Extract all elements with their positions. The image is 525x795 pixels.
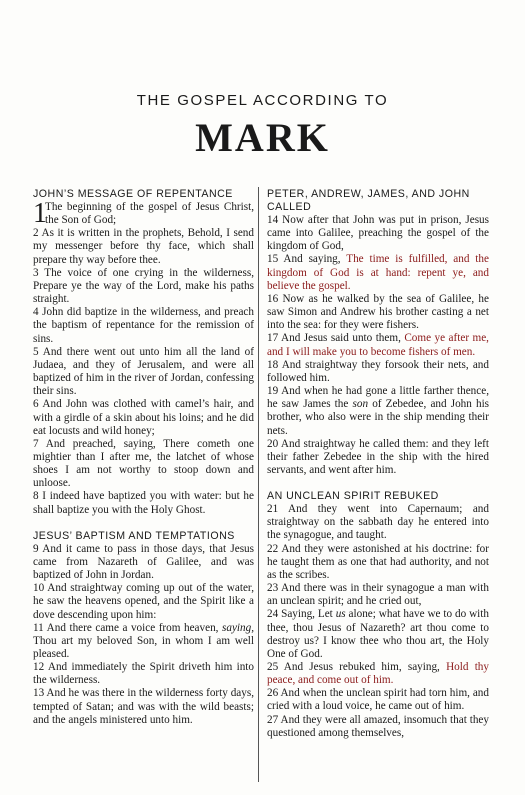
verse-text: The beginning of the gospel of Jesus Christ, the Son of God; [45, 201, 254, 227]
red-letter-text: The time is fulfilled, and the kingdom of God is at hand: repent ye, and believe the gospel. [267, 253, 489, 292]
red-letter-text: Hold thy peace, and come out of him. [267, 661, 489, 687]
italic-word: son [352, 398, 369, 411]
verse-21: 21 And they went into Capernaum; and straightway on the sabbath day he entered into the synagogue, and taught. [267, 503, 489, 542]
verse-5: 5 And there went out unto him all the land of Judaea, and they of Jerusalem, and were all baptized of him in the river of Jordan, confessing their sins. [33, 345, 254, 398]
verse-19 [267, 385, 489, 438]
right-column [267, 188, 489, 740]
column-divider [258, 187, 259, 782]
verse-text: 19 And when he had gone a little farther thence, he saw James the [267, 385, 489, 411]
verse-17 [267, 332, 489, 358]
verse-11 [33, 622, 254, 661]
verse-23: 23 And there was in their synagogue a man with an unclean spirit; and he cried out, [267, 582, 489, 608]
left-column [33, 188, 254, 727]
verse-text: 15 And saying, [267, 253, 341, 266]
section-heading: PETER, ANDREW, JAMES, AND JOHN CALLED [267, 188, 470, 213]
verse-text: 17 And Jesus said unto them, [267, 332, 401, 345]
verse-text: Thou art my beloved Son, in whom I am well pleased. [33, 634, 254, 660]
verse-16: 16 Now as he walked by the sea of Galilee, he saw Simon and Andrew his brother casting a net into the sea: for they were fishers. [267, 292, 489, 332]
book-subtitle: THE GOSPEL ACCORDING TO [136, 92, 389, 109]
verse-7: 7 And preached, saying, There cometh one mightier than I after me, the latchet of whose shoes I am not worthy to stoop down and unloose. [33, 437, 254, 490]
verse-text: 25 And Jesus rebuked him, saying, [267, 661, 440, 673]
section-heading: JESUS’ BAPTISM AND TEMPTATIONS [33, 529, 235, 542]
verse-12: 12 And immediately the Spirit driveth him into the wilderness. [33, 661, 254, 687]
verse-4: 4 John did baptize in the wilderness, and preach the baptism of repentance for the remission of sins. [33, 306, 254, 345]
verse-20: 20 And straightway he called them: and they left their father Zebedee in the ship with the hired servants, and went after him. [267, 437, 489, 476]
verse-15 [267, 253, 489, 292]
verse-24 [267, 608, 489, 661]
drop-cap: 1 [33, 198, 47, 229]
verse-text: 11 And there came a voice from heaven, [33, 621, 219, 634]
section-heading: JOHN’S MESSAGE OF REPENTANCE [33, 188, 233, 200]
verse-14: 14 Now after that John was put in prison, Jesus came into Galilee, preaching the gospel of the kingdom of God, [267, 214, 489, 253]
section-heading: AN UNCLEAN SPIRIT REBUKED [267, 490, 439, 503]
verse-27: 27 And they were all amazed, insomuch that they questioned among themselves, [267, 713, 489, 739]
verse-13: 13 And he was there in the wilderness forty days, tempted of Satan; and was with the wild beasts; and the angels ministered unto him. [33, 687, 254, 726]
verse-8: 8 I indeed have baptized you with water: but he shall baptize you with the Holy Ghost. [33, 490, 254, 516]
verse-18: 18 And straightway they forsook their nets, and followed him. [267, 358, 489, 384]
verse-text: alone; what have we to do with thee, thou Jesus of Nazareth? art thou come to destroy us? I know thee who thou art, the Holy One of God. [267, 608, 489, 660]
italic-word: us [335, 608, 346, 621]
verse-3: 3 The voice of one crying in the wilderness, Prepare ye the way of the Lord, make his paths straight. [33, 266, 254, 306]
verse-22: 22 And they were astonished at his doctrine: for he taught them as one that had authority, and not as the scribes. [267, 542, 489, 581]
verse-9: 9 And it came to pass in those days, that Jesus came from Nazareth of Galilee, and was baptized of John in Jordan. [33, 542, 254, 582]
verse-text: of Zebedee, and John his brother, who also were in the ship mending their nets. [267, 398, 490, 437]
verse-6: 6 And John was clothed with camel’s hair, and with a girdle of a skin about his loins; and he did eat locusts and wild honey; [33, 398, 254, 437]
verse-25 [267, 661, 489, 687]
verse-2: 2 As it is written in the prophets, Behold, I send my messenger before thy face, which shall prepare thy way before thee. [33, 227, 254, 266]
book-title: MARK [195, 115, 330, 160]
red-letter-text: Come ye after me, and I will make you to become fishers of men. [267, 332, 489, 358]
verse-10: 10 And straightway coming up out of the water, he saw the heavens opened, and the Spirit like a dove descending upon him: [33, 582, 254, 621]
verse-1 [33, 198, 254, 229]
verse-text: 24 Saying, Let [267, 608, 333, 621]
italic-word: saying, [222, 621, 255, 634]
verse-26: 26 And when the unclean spirit had torn him, and cried with a loud voice, he came out of him. [267, 687, 489, 713]
